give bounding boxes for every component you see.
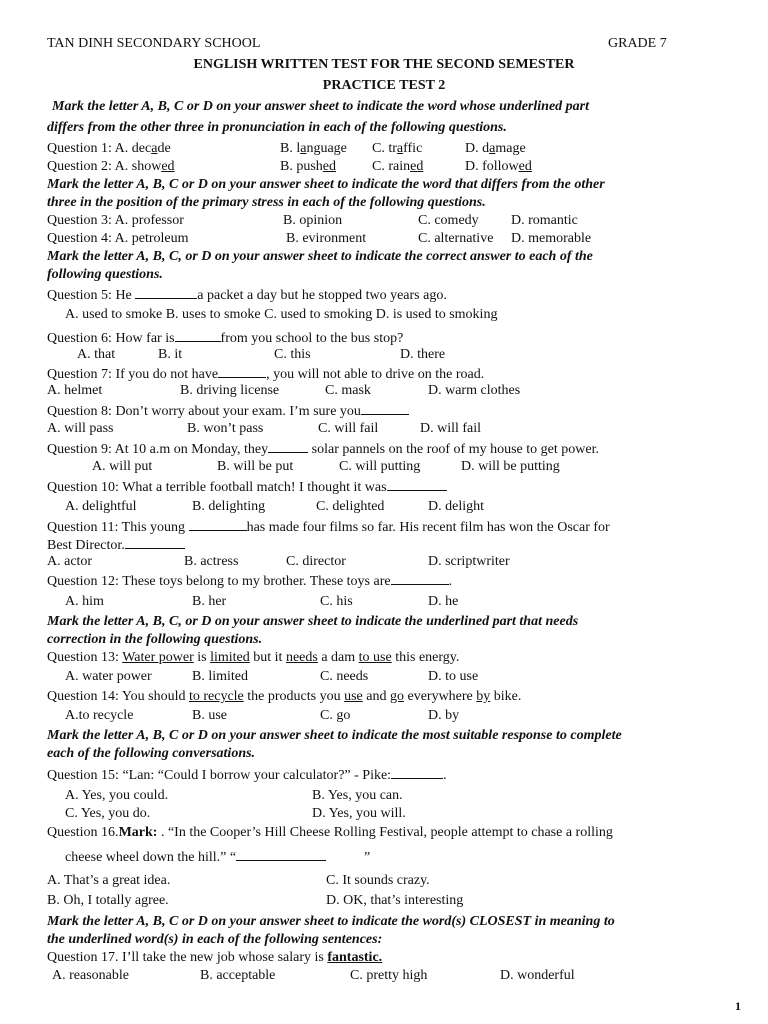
- question-10-option-b: B. delighting: [192, 499, 266, 514]
- question-13-option-a: A. water power: [65, 669, 152, 684]
- section-instruction: each of the following conversations.: [47, 746, 256, 761]
- question-14-option-b: B. use: [192, 708, 227, 723]
- question-8-stem: Question 8: Don’t worry about your exam. I’m sure you: [47, 402, 409, 420]
- page-number: 1: [735, 999, 741, 1013]
- question-15-option-a: A. Yes, you could.: [65, 788, 169, 803]
- question-11-stem-line2: Best Director.: [47, 536, 185, 554]
- question-13-stem: Question 13: Water power is limited but it needs a dam to use this energy.: [47, 650, 460, 665]
- test-subtitle: PRACTICE TEST 2: [322, 78, 446, 93]
- question-14-option-a: A.to recycle: [65, 708, 134, 723]
- question-15-stem: Question 15: “Lan: “Could I borrow your calculator?” - Pike: .: [47, 768, 447, 783]
- question-7-option-c: C. mask: [325, 383, 371, 398]
- question-4-option-d: D. memorable: [511, 231, 592, 246]
- question-12-option-b: B. her: [192, 594, 227, 609]
- question-4-option-a: Question 4: A. petroleum: [47, 231, 189, 246]
- question-8-option-d: D. will fail: [420, 421, 482, 436]
- question-1-option-d: D. damage: [465, 141, 526, 156]
- question-11-option-c: C. director: [286, 554, 346, 569]
- question-4-option-b: B. evironment: [286, 231, 367, 246]
- section-instruction: the underlined word(s) in each of the following sentences:: [47, 932, 383, 947]
- question-13-option-d: D. to use: [428, 669, 479, 684]
- section-instruction: Mark the letter A, B, C or D on your answer sheet to indicate the most suitable response to complete: [47, 728, 622, 743]
- question-3-option-c: C. comedy: [418, 213, 479, 228]
- question-6-option-b: B. it: [158, 347, 183, 362]
- test-title: ENGLISH WRITTEN TEST FOR THE SECOND SEMESTER: [193, 57, 575, 72]
- question-12-stem: Question 12: These toys belong to my brother. These toys are .: [47, 574, 453, 589]
- question-16-option-d: D. OK, that’s interesting: [326, 893, 464, 908]
- section-instruction: three in the position of the primary stress in each of the following questions.: [47, 195, 486, 210]
- question-14-stem: Question 14: You should to recycle the products you use and go everywhere by bike.: [47, 689, 522, 704]
- grade-label: GRADE 7: [608, 36, 667, 51]
- section-instruction: following questions.: [47, 267, 163, 282]
- question-6-stem: Question 6: How far is from you school to the bus stop?: [47, 331, 404, 346]
- question-3-option-b: B. opinion: [283, 213, 343, 228]
- question-13-option-c: C. needs: [320, 669, 369, 684]
- question-1-option-b: B. language: [280, 141, 347, 156]
- question-16-option-b: B. Oh, I totally agree.: [47, 893, 169, 908]
- question-15-option-c: C. Yes, you do.: [65, 806, 151, 821]
- question-10-option-c: C. delighted: [316, 499, 385, 514]
- section-instruction: Mark the letter A, B, C or D on your answer sheet to indicate the word that differs from the other: [47, 177, 605, 192]
- question-16-stem: Question 16.Mark: . “In the Cooper’s Hill Cheese Rolling Festival, people attempt to chase a rolling: [47, 825, 613, 840]
- question-15-option-d: D. Yes, you will.: [312, 806, 406, 821]
- question-10-stem: Question 10: What a terrible football match! I thought it was: [47, 478, 447, 496]
- question-11-option-b: B. actress: [184, 554, 239, 569]
- question-4-option-c: C. alternative: [418, 231, 494, 246]
- question-16-option-c: C. It sounds crazy.: [326, 873, 430, 888]
- question-15-option-b: B. Yes, you can.: [312, 788, 403, 803]
- question-9-option-c: C. will putting: [339, 459, 421, 474]
- question-11-option-d: D. scriptwriter: [428, 554, 510, 569]
- question-1-option-a: Question 1: A. decade: [47, 141, 171, 156]
- question-2-option-c: C. rained: [372, 159, 424, 174]
- question-5-options: A. used to smoke B. uses to smoke C. used to smoking D. is used to smoking: [65, 307, 498, 322]
- question-7-stem: Question 7: If you do not have , you will not able to drive on the road.: [47, 367, 485, 382]
- question-6-option-d: D. there: [400, 347, 446, 362]
- question-11-option-a: A. actor: [47, 554, 93, 569]
- question-6-option-a: A. that: [77, 347, 116, 362]
- question-3-option-a: Question 3: A. professor: [47, 213, 184, 228]
- question-8-option-a: A. will pass: [47, 421, 114, 436]
- question-9-option-d: D. will be putting: [461, 459, 560, 474]
- question-8-option-b: B. won’t pass: [187, 421, 264, 436]
- question-14-option-d: D. by: [428, 708, 460, 723]
- question-16-option-a: A. That’s a great idea.: [47, 873, 171, 888]
- section-instruction: differs from the other three in pronunciation in each of the following questions.: [47, 120, 507, 135]
- question-6-option-c: C. this: [274, 347, 311, 362]
- question-9-stem: Question 9: At 10 a.m on Monday, they solar pannels on the roof of my house to get power.: [47, 442, 599, 457]
- school-name: TAN DINH SECONDARY SCHOOL: [47, 36, 261, 51]
- section-instruction: Mark the letter A, B, C, or D on your answer sheet to indicate the correct answer to each of the: [47, 249, 593, 264]
- question-12-option-c: C. his: [320, 594, 353, 609]
- question-13-option-b: B. limited: [192, 669, 248, 684]
- question-9-option-a: A. will put: [92, 459, 153, 474]
- question-12-option-a: A. him: [65, 594, 104, 609]
- question-12-option-d: D. he: [428, 594, 459, 609]
- question-8-option-c: C. will fail: [318, 421, 379, 436]
- question-7-option-d: D. warm clothes: [428, 383, 521, 398]
- question-3-option-d: D. romantic: [511, 213, 578, 228]
- section-instruction: Mark the letter A, B, C or D on your answer sheet to indicate the word(s) CLOSEST in meaning to: [47, 914, 615, 929]
- section-instruction: Mark the letter A, B, C, or D on your answer sheet to indicate the underlined part that needs: [47, 614, 579, 629]
- question-17-stem: Question 17. I’ll take the new job whose salary is fantastic.: [47, 950, 383, 965]
- question-10-option-d: D. delight: [428, 499, 484, 514]
- question-16-stem-line2: cheese wheel down the hill.” “ ”: [65, 850, 371, 865]
- question-11-stem: Question 11: This young has made four films so far. His recent film has won the Oscar for: [47, 520, 610, 535]
- question-17-option-d: D. wonderful: [500, 968, 575, 983]
- question-17-option-b: B. acceptable: [200, 968, 276, 983]
- question-2-option-d: D. followed: [465, 159, 532, 174]
- question-1-option-c: C. traffic: [372, 141, 423, 156]
- question-2-option-b: B. pushed: [280, 159, 337, 174]
- question-5-stem: Question 5: He a packet a day but he stopped two years ago.: [47, 288, 447, 303]
- question-2-option-a: Question 2: A. showed: [47, 159, 175, 174]
- question-14-option-c: C. go: [320, 708, 351, 723]
- question-9-option-b: B. will be put: [217, 459, 294, 474]
- section-instruction: Mark the letter A, B, C or D on your answer sheet to indicate the word whose underlined part: [52, 99, 589, 114]
- section-instruction: correction in the following questions.: [47, 632, 263, 647]
- question-10-option-a: A. delightful: [65, 499, 137, 514]
- question-7-option-b: B. driving license: [180, 383, 280, 398]
- question-17-option-a: A. reasonable: [52, 968, 129, 983]
- question-7-option-a: A. helmet: [47, 383, 103, 398]
- question-17-option-c: C. pretty high: [350, 968, 428, 983]
